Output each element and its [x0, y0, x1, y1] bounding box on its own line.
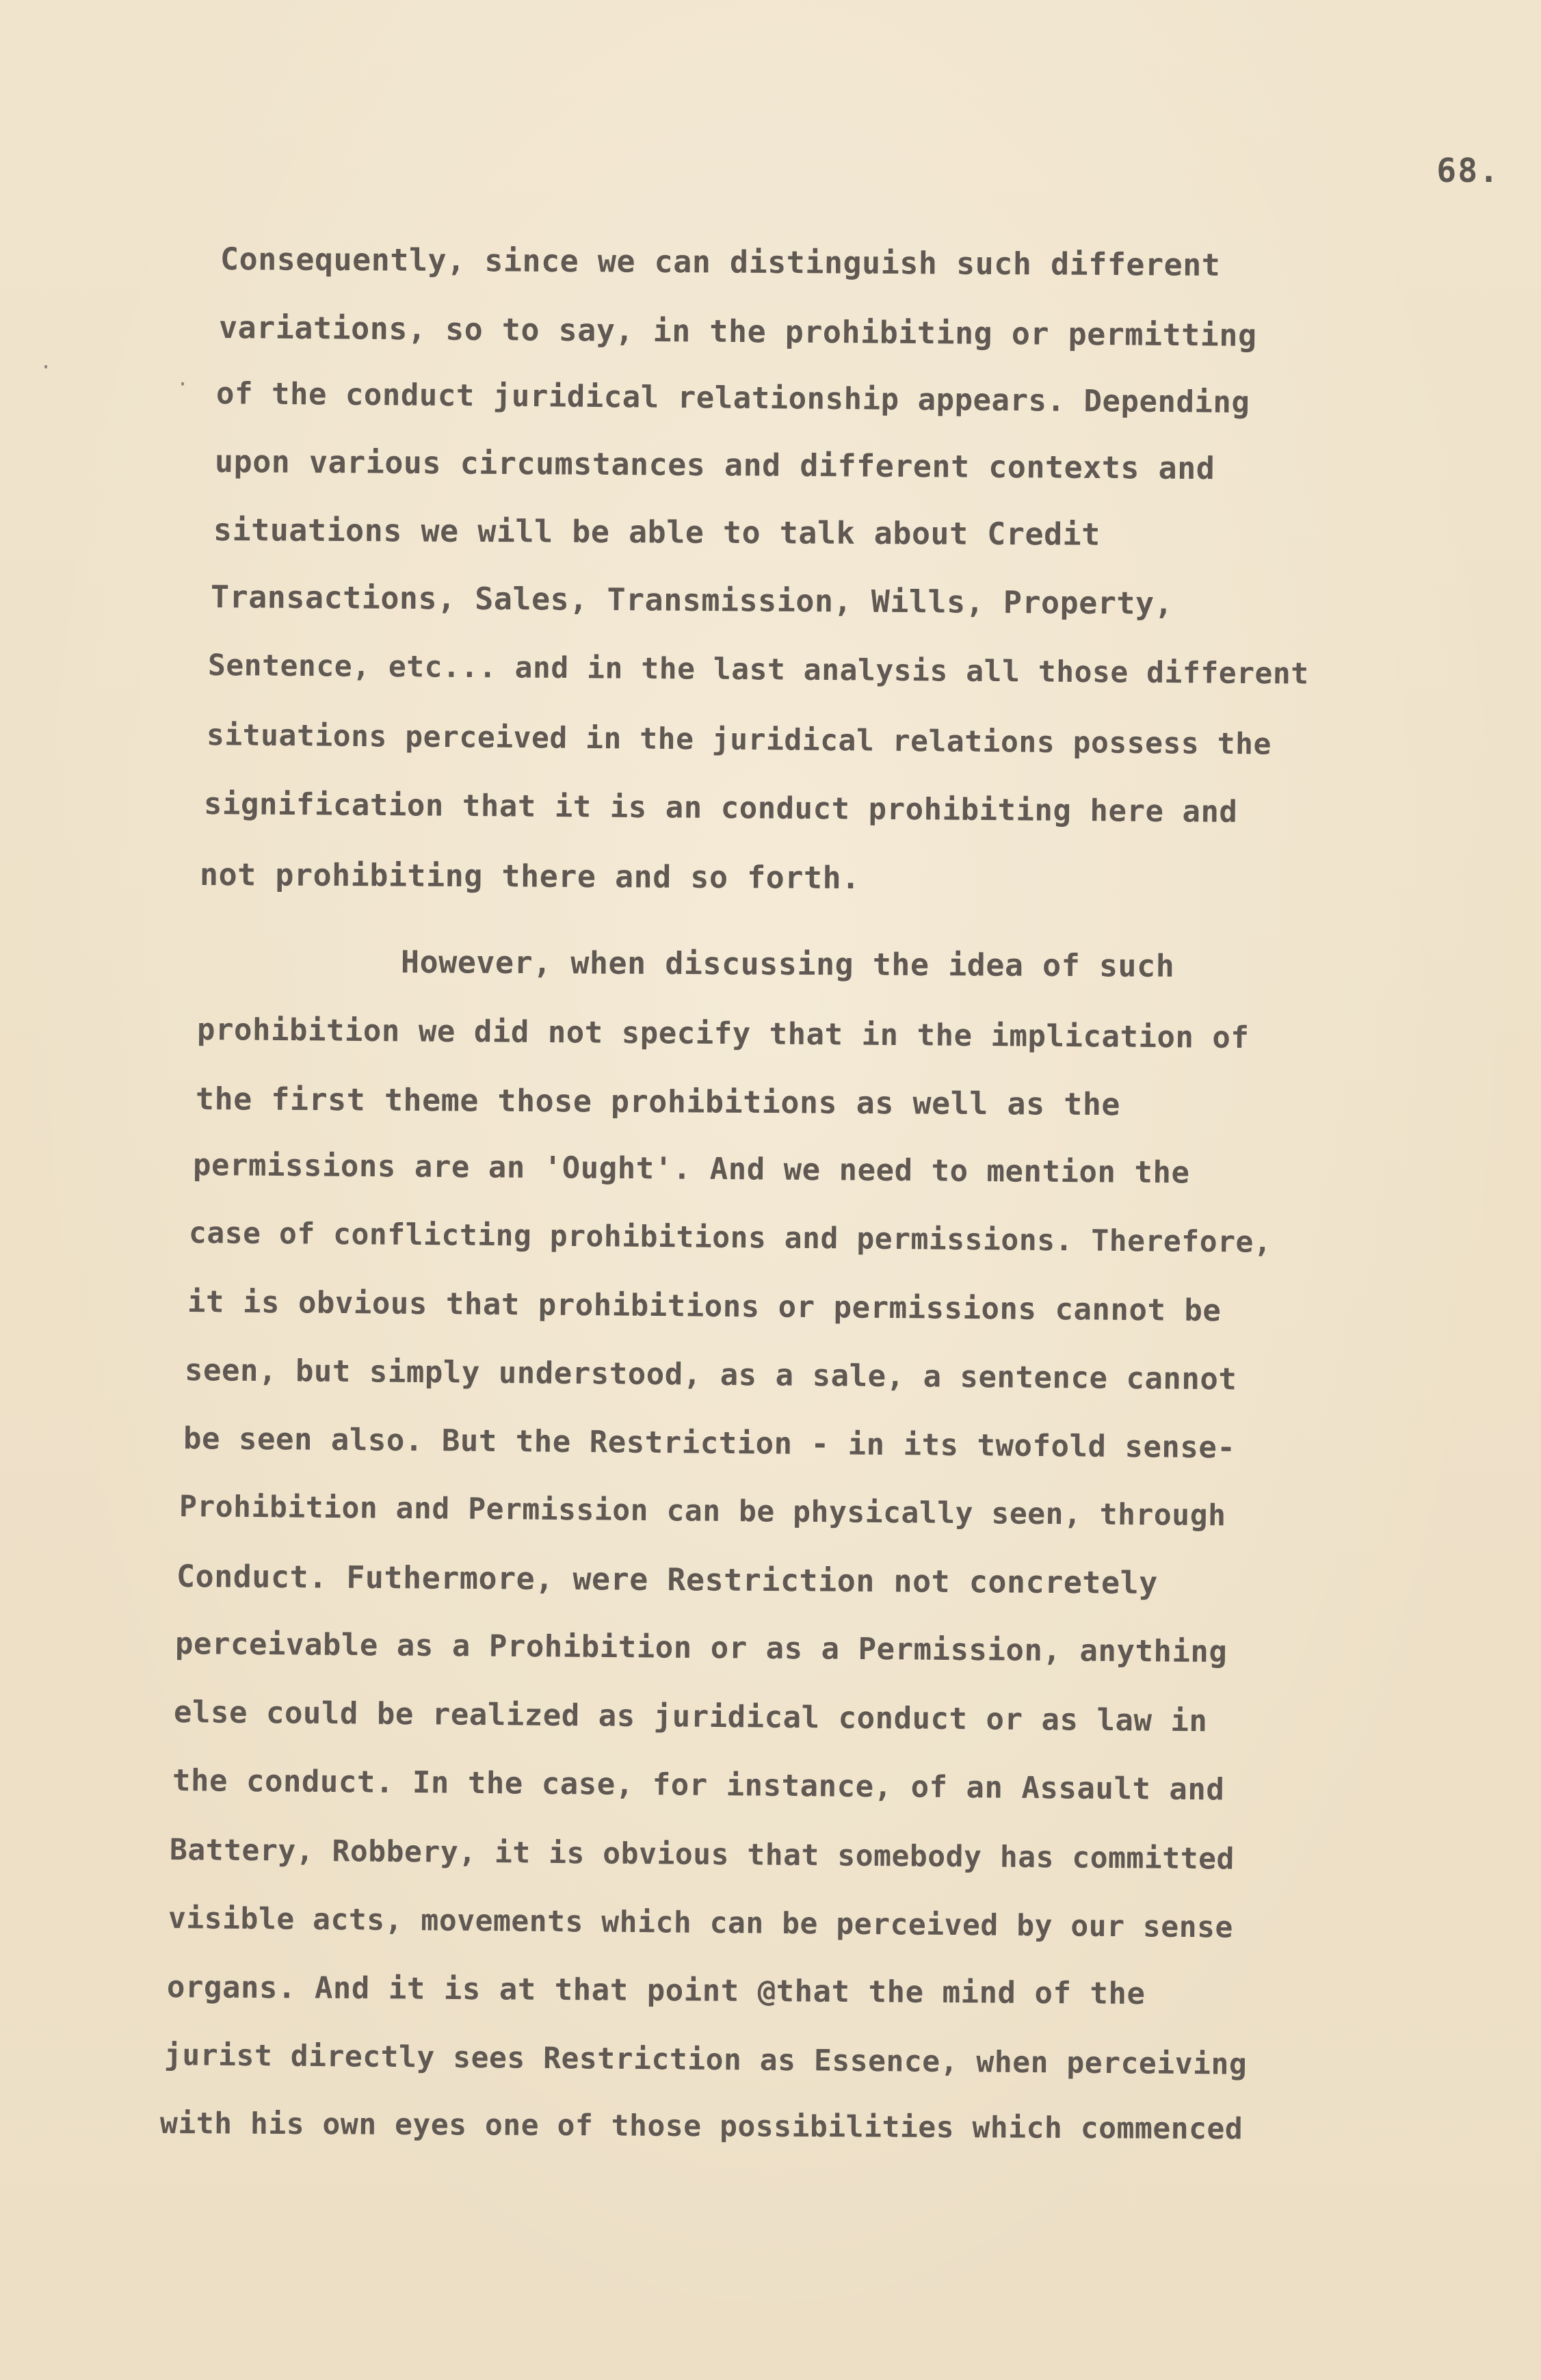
text-line: signification that it is an conduct prohibiting here and: [203, 786, 1238, 830]
text-line: upon various circumstances and different contexts and: [214, 443, 1215, 487]
text-line: However, when discussing the idea of such: [400, 944, 1175, 984]
page-number: 68.: [1436, 152, 1500, 190]
text-line: Consequently, since we can distinguish such different: [220, 241, 1221, 283]
text-line: it is obvious that prohibitions or permissions cannot be: [187, 1284, 1222, 1329]
text-line: visible acts, movements which can be perceived by our sense: [168, 1901, 1234, 1945]
text-line: Transactions, Sales, Transmission, Wills, Property,: [210, 579, 1174, 622]
text-line: the conduct. In the case, for instance, of an Assault and: [172, 1763, 1225, 1808]
text-line: of the conduct juridical relationship appears. Depending: [215, 376, 1250, 421]
text-line: seen, but simply understood, as a sale, a sentence cannot: [184, 1353, 1237, 1397]
text-line: situations perceived in the juridical relations possess the: [206, 718, 1272, 762]
text-line: organs. And it is at that point @that the mind of the: [166, 1970, 1146, 2011]
text-line: Sentence, etc... and in the last analysis all those different: [207, 648, 1309, 691]
text-line: with his own eyes one of those possibilities which commenced: [159, 2106, 1243, 2147]
text-line: the first theme those prohibitions as well as the: [195, 1081, 1121, 1123]
text-line: Battery, Robbery, it is obvious that somebody has committed: [169, 1833, 1235, 1877]
text-line: situations we will be able to talk about Credit: [213, 512, 1101, 553]
text-line: perceivable as a Prohibition or as a Permission, anything: [174, 1626, 1228, 1670]
text-line: case of conflicting prohibitions and permissions. Therefore,: [188, 1216, 1272, 1260]
text-line: Conduct. Futhermore, were Restriction not concretely: [176, 1558, 1158, 1602]
margin-mark: ·: [40, 356, 53, 380]
text-line: prohibition we did not specify that in the implication of: [196, 1012, 1250, 1056]
text-line: jurist directly sees Restriction as Essence, when perceiving: [163, 2038, 1248, 2082]
text-line: Prohibition and Permission can be physically seen, through: [179, 1490, 1226, 1533]
text-line: permissions are an 'Ought'. And we need to mention the: [192, 1148, 1190, 1191]
margin-mark: ·: [176, 373, 189, 397]
text-line: variations, so to say, in the prohibiting or permitting: [218, 309, 1257, 354]
text-line: not prohibiting there and so forth.: [199, 856, 860, 897]
text-line: else could be realized as juridical conduct or as law in: [173, 1695, 1208, 1739]
text-line: be seen also. But the Restriction - in its twofold sense-: [183, 1421, 1236, 1466]
